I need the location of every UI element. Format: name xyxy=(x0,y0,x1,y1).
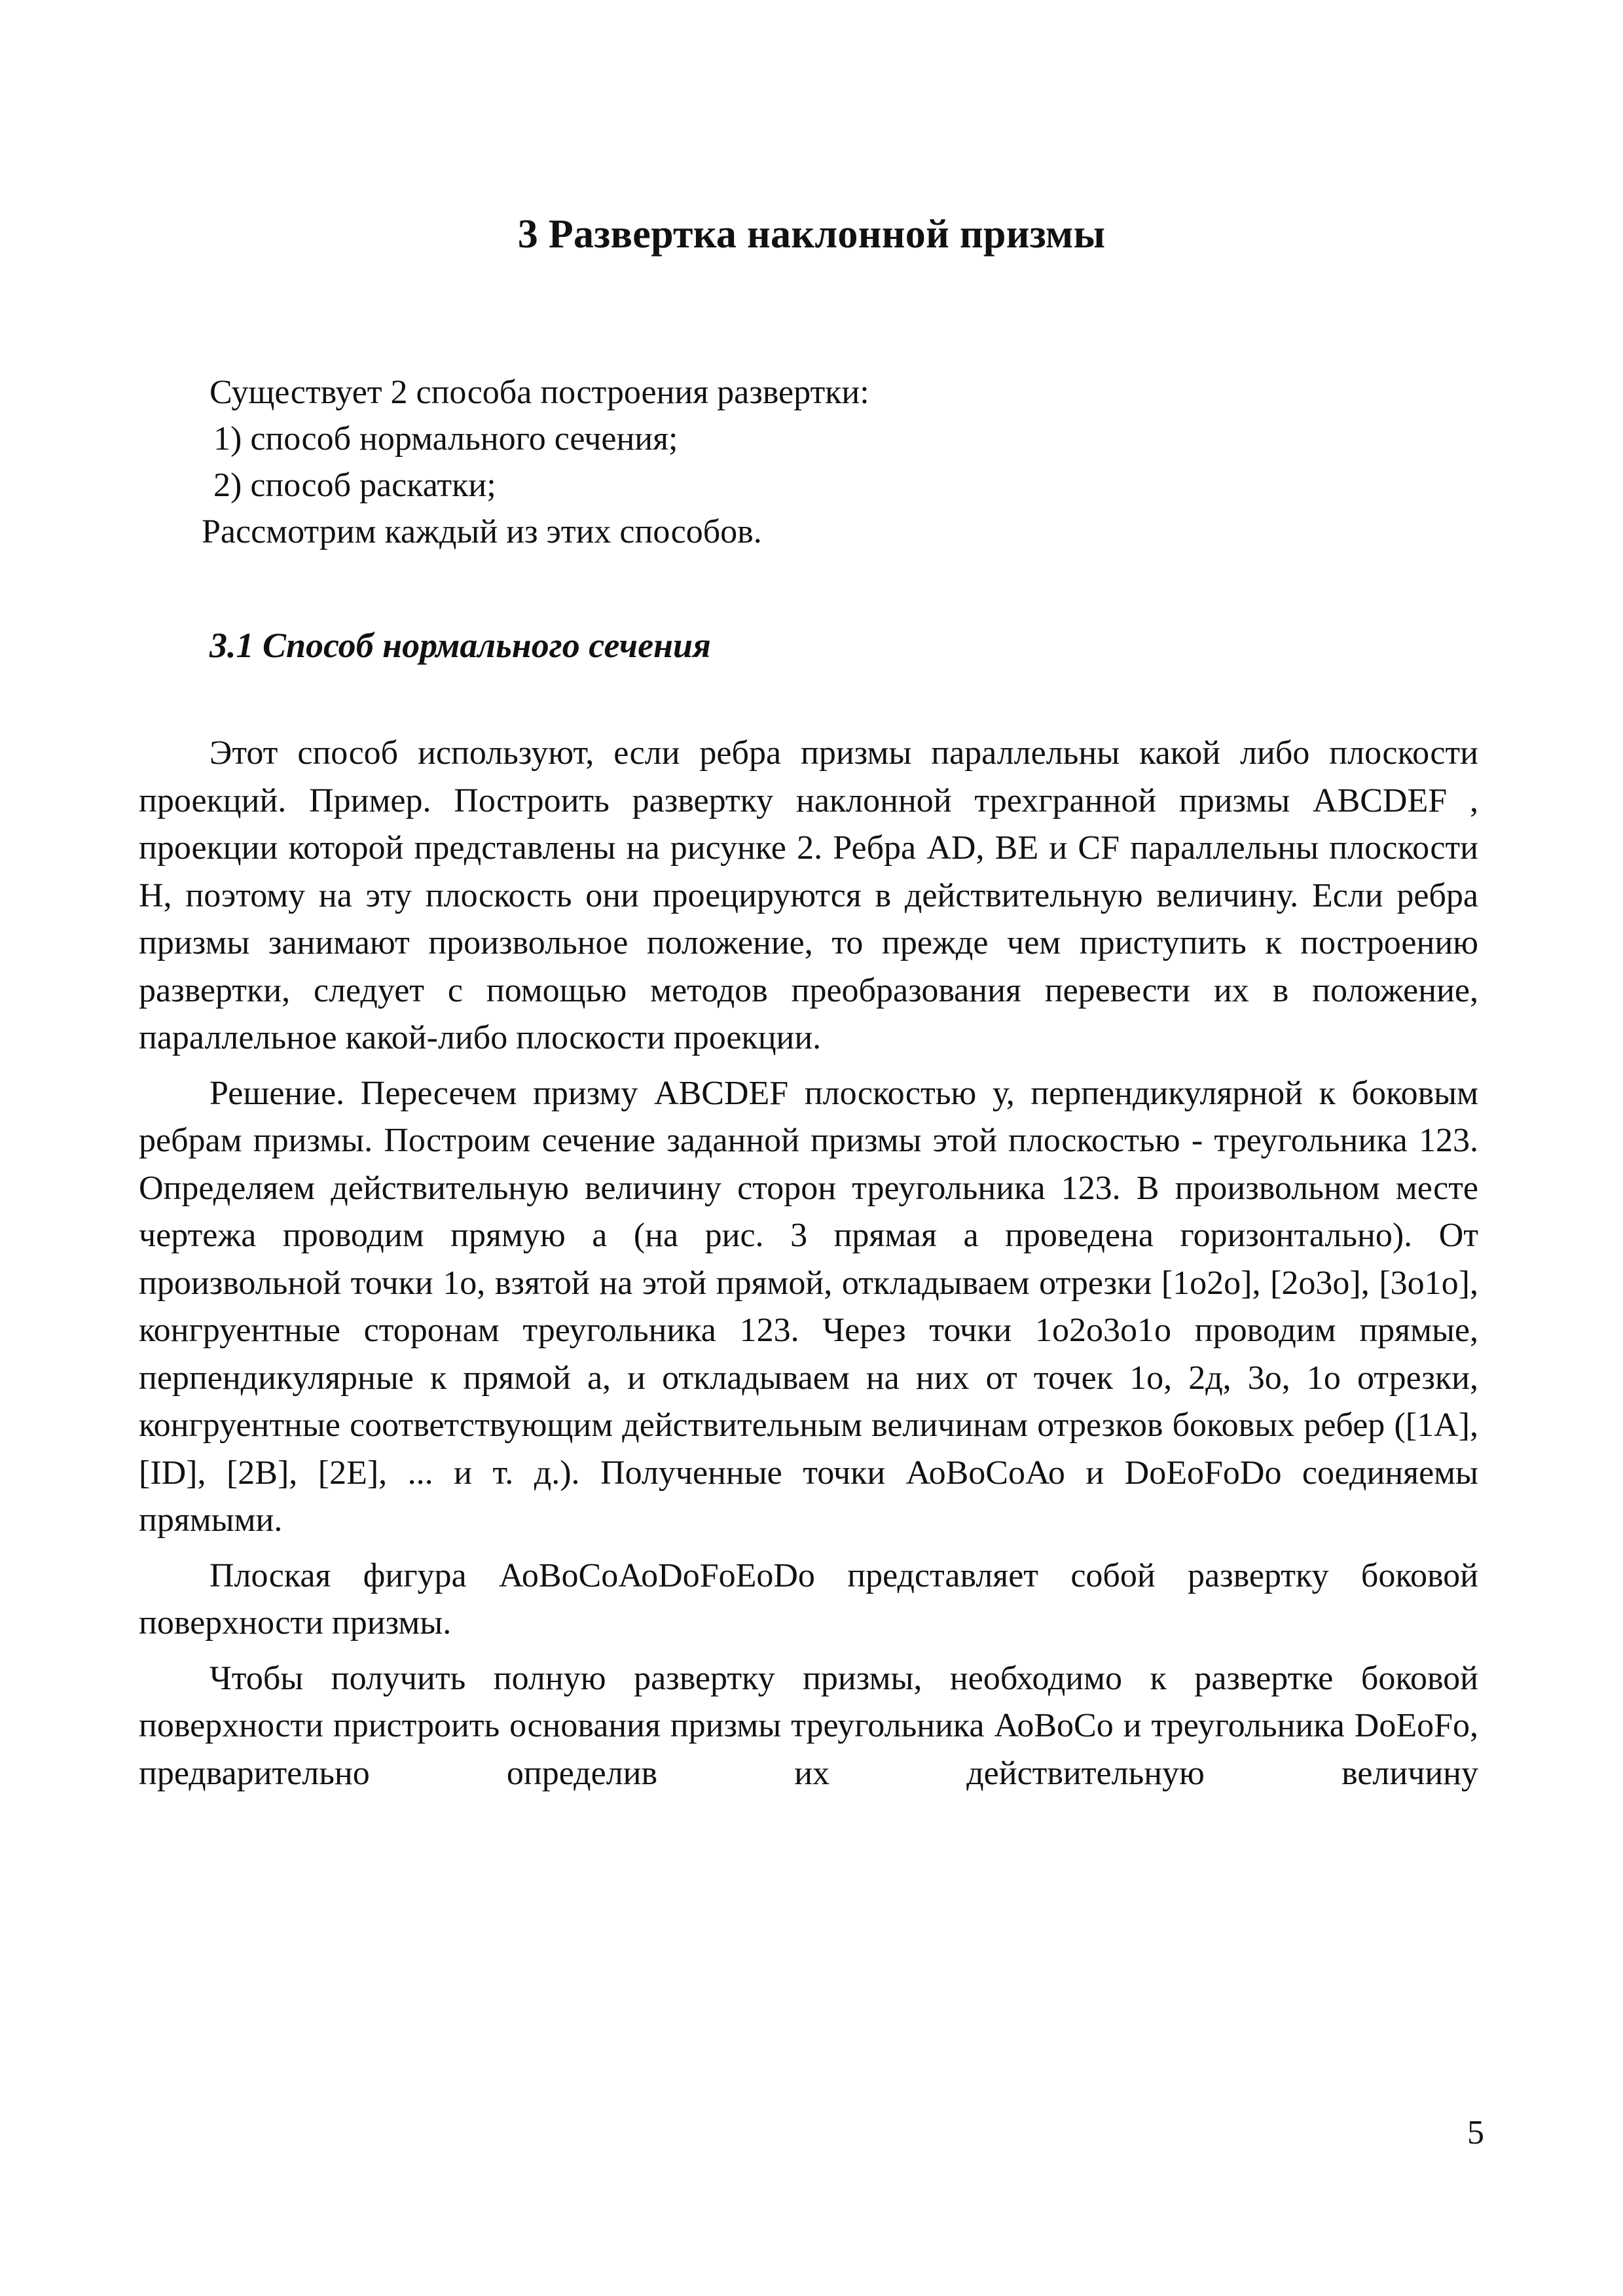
section-heading: 3.1 Способ нормального сечения xyxy=(210,626,711,665)
intro-list-item-1: 1) способ нормального сечения; xyxy=(213,420,678,457)
intro-line: Существует 2 способа построения развертки: xyxy=(210,374,869,411)
paragraph: Решение. Пересечем призму ABCDEF плоскостью у, перпендикулярной к боковым ребрам призмы. Построим сечение заданной призмы этой плоскостью - треугольника 123. Определяем действительную величину сторон треугольника 123. В произвольном месте чертежа проводим прямую а (на рис. 3 прямая а проведена горизонтально). От произвольной точки 1о, взятой на этой прямой, откладываем отрезки [1о2о], [2о3о], [3о1о], конгруентные сторонам треугольника 123. Через точки 1о2о3о1о проводим прямые, перпендикулярные к прямой а, и откладываем на них от точек 1о, 2д, 3о, 1о отрезки, конгруентные соответствующим действительным величинам отрезков боковых ребер ([1А], [ID], [2B], [2E], ... и т. д.). Полученные точки АоВоСоАо и DoEoFoDo соединяемы прямыми. xyxy=(139,1074,1478,1539)
body-text xyxy=(139,730,1478,1805)
intro-block xyxy=(202,369,1126,555)
paragraph: Чтобы получить полную развертку призмы, необходимо к развертке боковой поверхности пристроить основания призмы треугольника АоВоСо и треугольника DoEoFo, предварительно определив их действительную величину xyxy=(139,1659,1478,1792)
paragraph: Этот способ используют, если ребра призмы параллельны какой либо плоскости проекций. Пример. Построить развертку наклонной трехгранной призмы ABCDEF , проекции которой представлены на рисунке 2. Ребра AD, BE и CF параллельны плоскости H, поэтому на эту плоскость они проецируются в действительную величину. Если ребра призмы занимают произвольное положение, то прежде чем приступить к построению развертки, следует с помощью методов преобразования перевести их в положение, параллельное какой-либо плоскости проекции. xyxy=(139,734,1478,1056)
paragraph: Плоская фигура АоВоСоАоDoFoEoDo представляет собой развертку боковой поверхности призмы. xyxy=(139,1556,1478,1641)
chapter-title: 3 Развертка наклонной призмы xyxy=(517,212,1106,257)
intro-closing-line: Рассмотрим каждый из этих способов. xyxy=(202,513,762,550)
page-number: 5 xyxy=(1467,2114,1484,2151)
intro-list-item-2: 2) способ раскатки; xyxy=(213,467,496,504)
